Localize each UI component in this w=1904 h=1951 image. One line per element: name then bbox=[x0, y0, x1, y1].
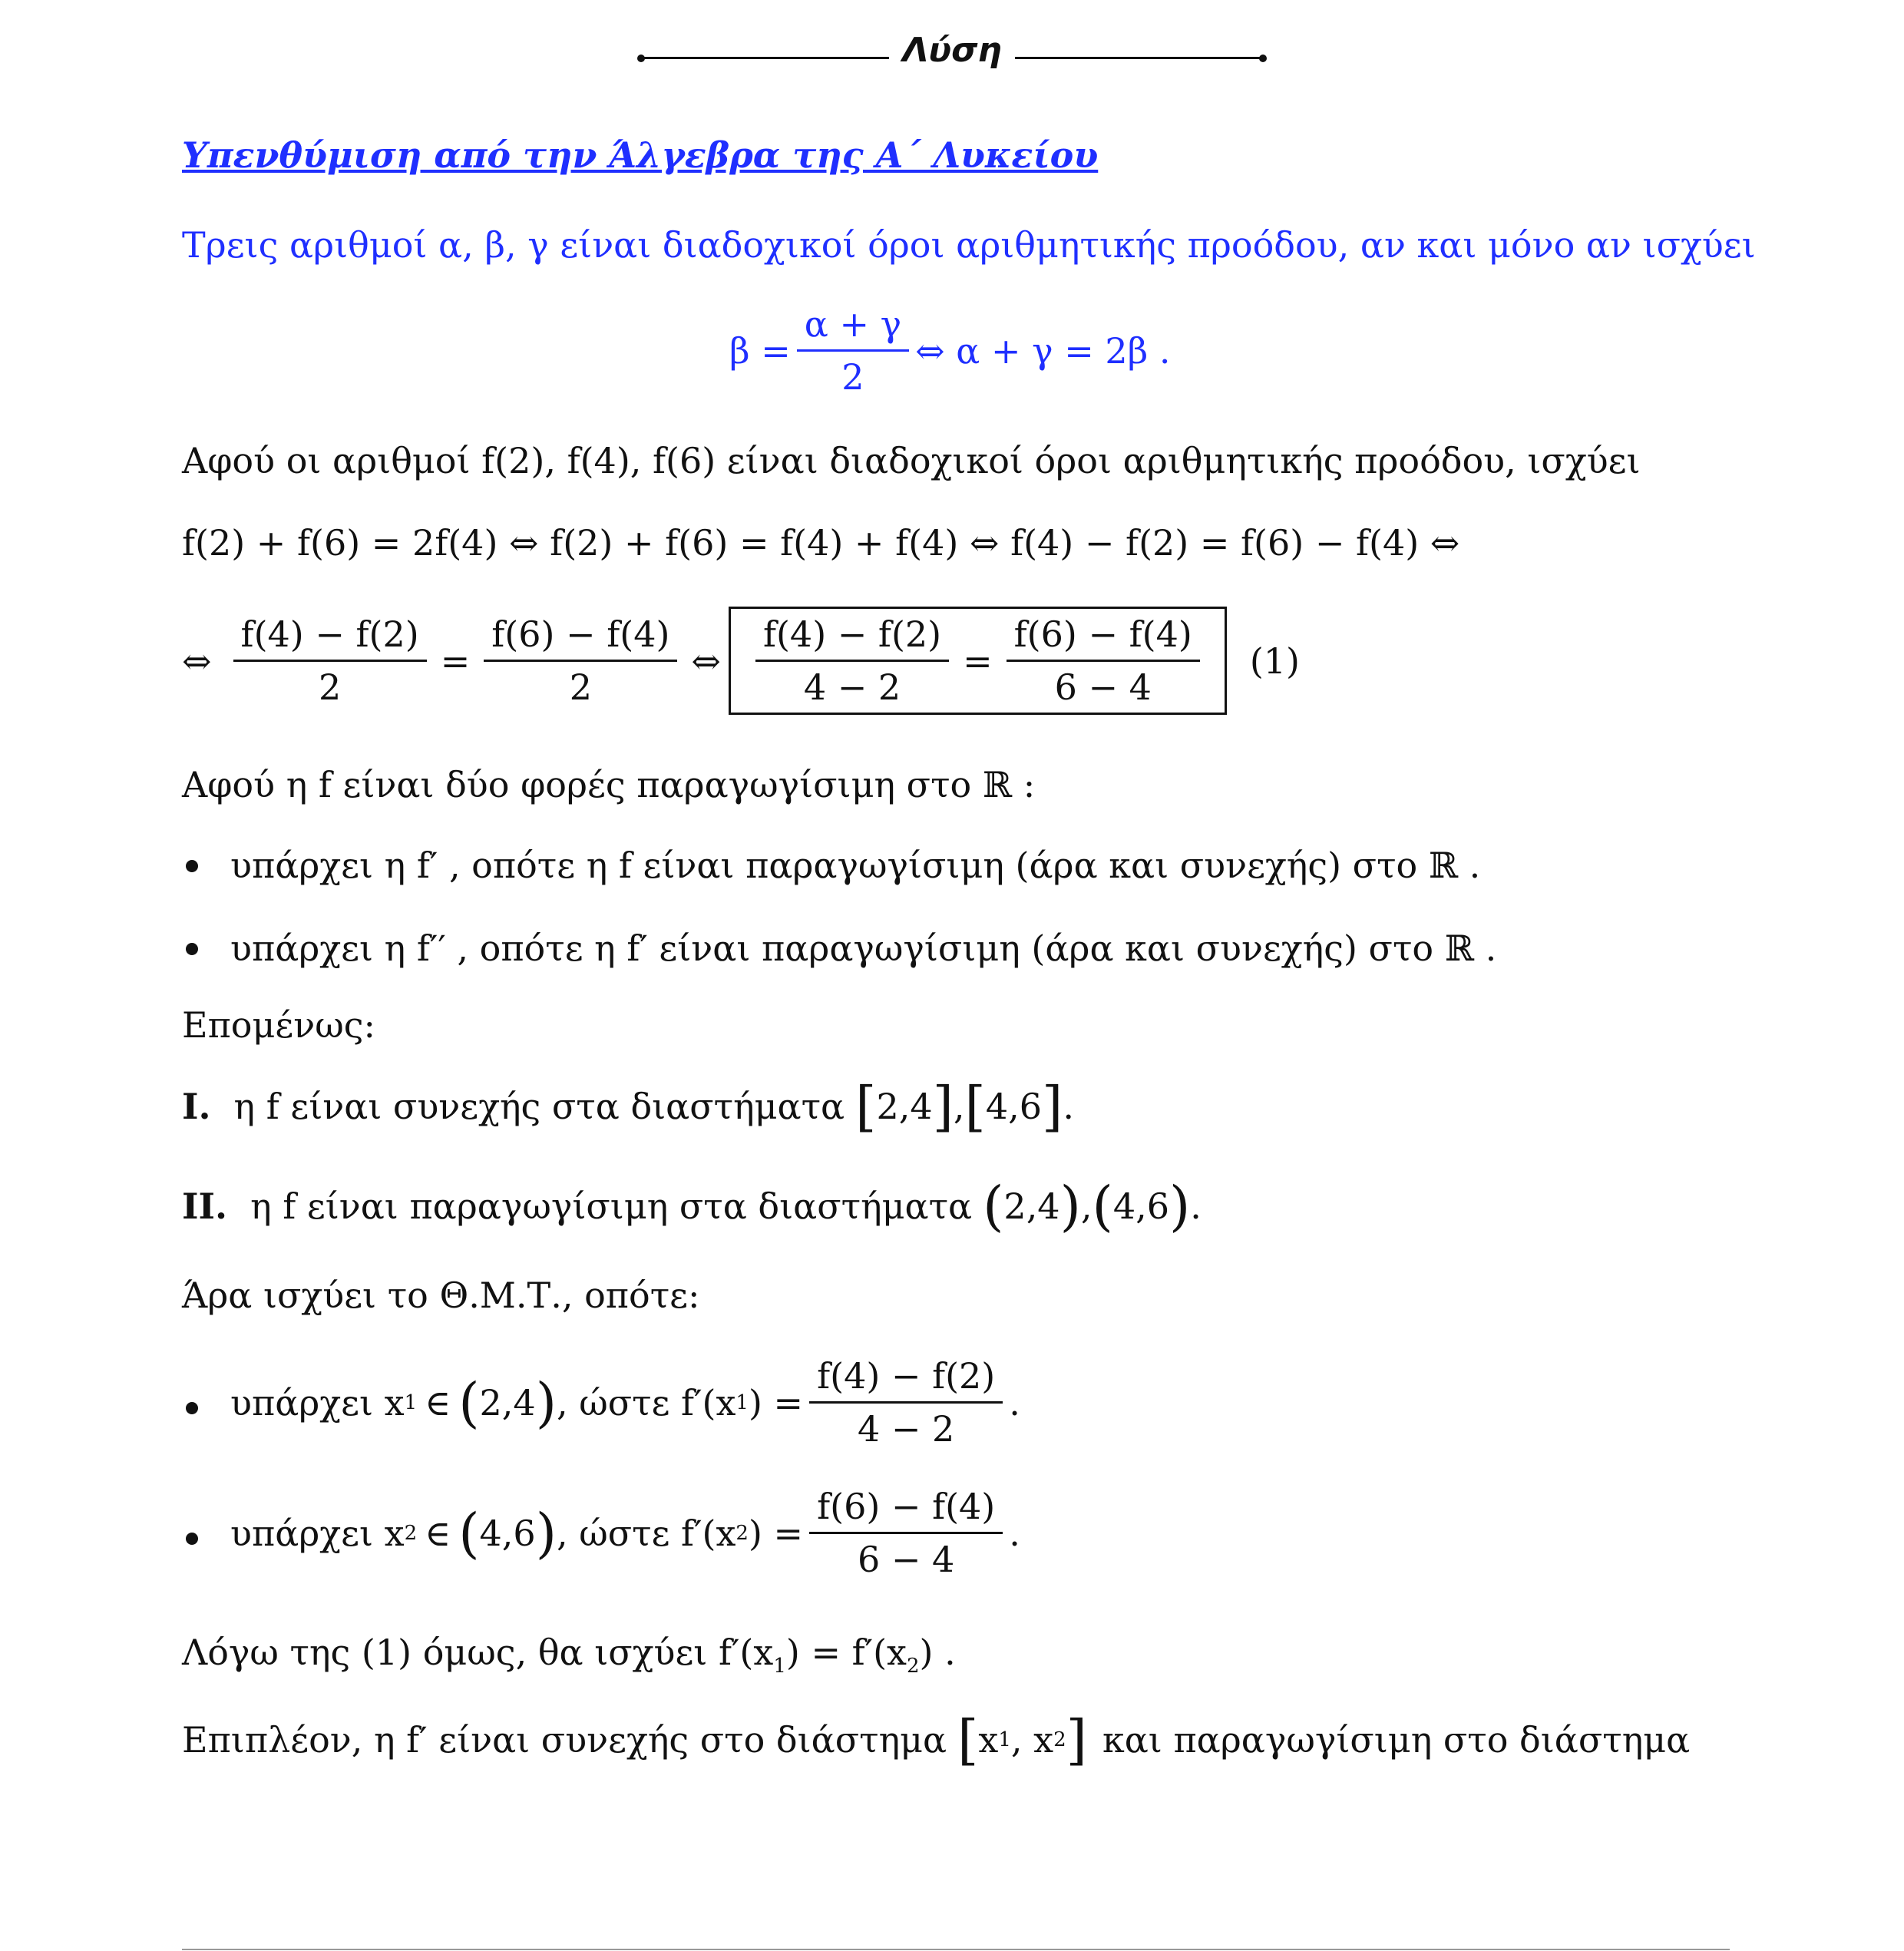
mvt-bullet-1 bbox=[186, 1402, 198, 1414]
paragraph-continuity-fprime bbox=[182, 1708, 1690, 1771]
bracket-close: ] bbox=[932, 1075, 954, 1138]
p4-x1: x bbox=[978, 1719, 999, 1761]
paragraph-equality bbox=[182, 1632, 956, 1678]
reminder-heading: Υπενθύμιση από την Άλγεβρα της Α΄ Λυκείου bbox=[182, 134, 1099, 176]
mvt-2-fraction bbox=[809, 1486, 1003, 1580]
eq2-boxed-fraction-1 bbox=[755, 613, 949, 708]
mvt-2-in: ∈ bbox=[425, 1512, 451, 1554]
item-1-label: I. bbox=[182, 1086, 211, 1127]
p4-sub2: 2 bbox=[1053, 1728, 1066, 1751]
mvt-2-interval: 4,6 bbox=[479, 1512, 536, 1554]
eq2-tag: (1) bbox=[1249, 640, 1300, 682]
mvt-1-eqs: ) = bbox=[748, 1381, 804, 1424]
page-title: Λύση bbox=[902, 31, 1002, 70]
paragraph-differentiable: Αφού η f είναι δύο φορές παραγωγίσιμη στο ℝ : bbox=[182, 764, 1036, 805]
item-2-interval-2: 4,6 bbox=[1112, 1185, 1169, 1227]
eq2-boxed-num-2: f(6) − f(4) bbox=[1013, 613, 1192, 655]
paren-open: ( bbox=[983, 1175, 1004, 1238]
eq2-den-1: 2 bbox=[233, 660, 427, 708]
bracket-close: ] bbox=[1066, 1708, 1087, 1771]
eq2-boxed-den-2: 6 − 4 bbox=[1007, 660, 1200, 708]
eq2-iff: ⇔ bbox=[691, 640, 721, 682]
p3-c: ) . bbox=[919, 1632, 956, 1673]
eq2-boxed-result bbox=[729, 607, 1227, 715]
p4-a: Επιπλέον, η f′ είναι συνεχής στο διάστημα bbox=[182, 1719, 947, 1761]
mvt-2-sub: 2 bbox=[404, 1521, 418, 1545]
bullet-2-text: υπάρχει η f′′ , οπότε η f′ είναι παραγωγίσιμη (άρα και συνεχής) στο ℝ . bbox=[230, 928, 1497, 969]
bracket-open: [ bbox=[855, 1075, 877, 1138]
formula-left: β = bbox=[729, 329, 791, 372]
mvt-bullet-2-text bbox=[230, 1486, 1020, 1580]
p4-sep: , x bbox=[1010, 1719, 1054, 1761]
eq2-num-1: f(4) − f(2) bbox=[240, 613, 419, 655]
mvt-1-interval: 2,4 bbox=[479, 1381, 536, 1424]
item-differentiability bbox=[182, 1175, 1202, 1238]
mvt-1-in: ∈ bbox=[425, 1381, 451, 1424]
equation-line-2 bbox=[182, 607, 1300, 715]
item-1-period: . bbox=[1063, 1086, 1074, 1127]
p4-b: και παραγωγίσιμη στο διάστημα bbox=[1102, 1719, 1691, 1761]
header-right-rule bbox=[1015, 57, 1261, 59]
item-1-interval-1: 2,4 bbox=[876, 1086, 933, 1127]
header-left-rule bbox=[643, 57, 889, 59]
formula-numerator: α + γ bbox=[804, 303, 902, 345]
eq2-num-2: f(6) − f(4) bbox=[491, 613, 670, 655]
eq2-boxed-num-1: f(4) − f(2) bbox=[762, 613, 942, 655]
paren-close: ) bbox=[535, 1501, 557, 1565]
mvt-bullet-2 bbox=[186, 1533, 198, 1545]
header-right-dot bbox=[1259, 55, 1267, 62]
p3-b: ) = f′(x bbox=[785, 1632, 907, 1673]
paren-close: ) bbox=[1169, 1175, 1191, 1238]
p4-sub1: 1 bbox=[998, 1728, 1011, 1751]
item-2-label: II. bbox=[182, 1185, 228, 1227]
paren-open: ( bbox=[458, 1371, 480, 1434]
eq2-boxed-den-1: 4 − 2 bbox=[755, 660, 949, 708]
eq2-boxed-fraction-2 bbox=[1007, 613, 1200, 708]
bracket-open: [ bbox=[964, 1075, 986, 1138]
eq2-lead: ⇔ bbox=[182, 640, 212, 682]
paren-open: ( bbox=[1092, 1175, 1113, 1238]
item-2-interval-1: 2,4 bbox=[1003, 1185, 1060, 1227]
mvt-2-sub2: 2 bbox=[735, 1521, 749, 1545]
mvt-2-period: . bbox=[1009, 1512, 1020, 1554]
eq2-fraction-1 bbox=[233, 613, 427, 708]
equation-line-1: f(2) + f(6) = 2f(4) ⇔ f(2) + f(6) = f(4) + f(4) ⇔ f(4) − f(2) = f(6) − f(4) ⇔ bbox=[182, 522, 1460, 564]
eq2-boxed-equals: = bbox=[963, 640, 993, 682]
eq2-den-2: 2 bbox=[484, 660, 677, 708]
item-2-text: η f είναι παραγωγίσιμη στα διαστήματα bbox=[250, 1185, 973, 1227]
mvt-2-den: 6 − 4 bbox=[809, 1532, 1003, 1580]
mvt-2-num: f(6) − f(4) bbox=[817, 1486, 996, 1527]
therefore-label: Επομένως: bbox=[182, 1004, 375, 1046]
paragraph-progression: Αφού οι αριθμοί f(2), f(4), f(6) είναι διαδοχικοί όροι αριθμητικής προόδου, ισχύει bbox=[182, 440, 1641, 481]
footer-rule bbox=[182, 1949, 1730, 1950]
formula-right: ⇔ α + γ = 2β . bbox=[915, 329, 1171, 372]
p3-sub1: 1 bbox=[773, 1655, 786, 1678]
item-1-interval-2: 4,6 bbox=[985, 1086, 1042, 1127]
mvt-2-pre: υπάρχει x bbox=[230, 1512, 405, 1554]
paren-close: ) bbox=[535, 1371, 557, 1434]
mvt-1-sub: 1 bbox=[404, 1391, 418, 1414]
mvt-bullet-1-text bbox=[230, 1355, 1020, 1450]
mvt-2-eqs: ) = bbox=[748, 1512, 804, 1554]
mvt-1-pre: υπάρχει x bbox=[230, 1381, 405, 1424]
bullet-1 bbox=[186, 860, 198, 872]
reminder-text: Τρεις αριθμοί α, β, γ είναι διαδοχικοί όροι αριθμητικής προόδου, αν και μόνο αν ισχύει bbox=[182, 224, 1756, 266]
bracket-close: ] bbox=[1042, 1075, 1063, 1138]
item-1-comma: , bbox=[953, 1086, 965, 1127]
item-2-period: . bbox=[1190, 1185, 1202, 1227]
p3-a: Λόγω της (1) όμως, θα ισχύει f′(x bbox=[182, 1632, 774, 1673]
mvt-1-sub2: 1 bbox=[735, 1391, 749, 1414]
mvt-1-mid: , ώστε f′(x bbox=[557, 1381, 736, 1424]
formula-fraction bbox=[797, 303, 909, 398]
bullet-2 bbox=[186, 943, 198, 955]
item-continuity bbox=[182, 1075, 1074, 1138]
mvt-1-den: 4 − 2 bbox=[809, 1401, 1003, 1450]
item-1-text: η f είναι συνεχής στα διαστήματα bbox=[233, 1086, 845, 1127]
eq2-equals: = bbox=[440, 640, 471, 682]
item-2-comma: , bbox=[1080, 1185, 1092, 1227]
paren-close: ) bbox=[1059, 1175, 1081, 1238]
mvt-statement: Άρα ισχύει το Θ.Μ.Τ., οπότε: bbox=[182, 1275, 700, 1316]
p3-sub2: 2 bbox=[906, 1655, 920, 1678]
mvt-2-mid: , ώστε f′(x bbox=[557, 1512, 736, 1554]
bracket-open: [ bbox=[957, 1708, 979, 1771]
reminder-formula bbox=[729, 303, 1171, 398]
bullet-1-text: υπάρχει η f′ , οπότε η f είναι παραγωγίσιμη (άρα και συνεχής) στο ℝ . bbox=[230, 845, 1481, 886]
mvt-1-num: f(4) − f(2) bbox=[817, 1355, 996, 1397]
formula-denominator: 2 bbox=[797, 349, 909, 398]
eq2-fraction-2 bbox=[484, 613, 677, 708]
paren-open: ( bbox=[458, 1501, 480, 1565]
mvt-1-period: . bbox=[1009, 1381, 1020, 1424]
mvt-1-fraction bbox=[809, 1355, 1003, 1450]
